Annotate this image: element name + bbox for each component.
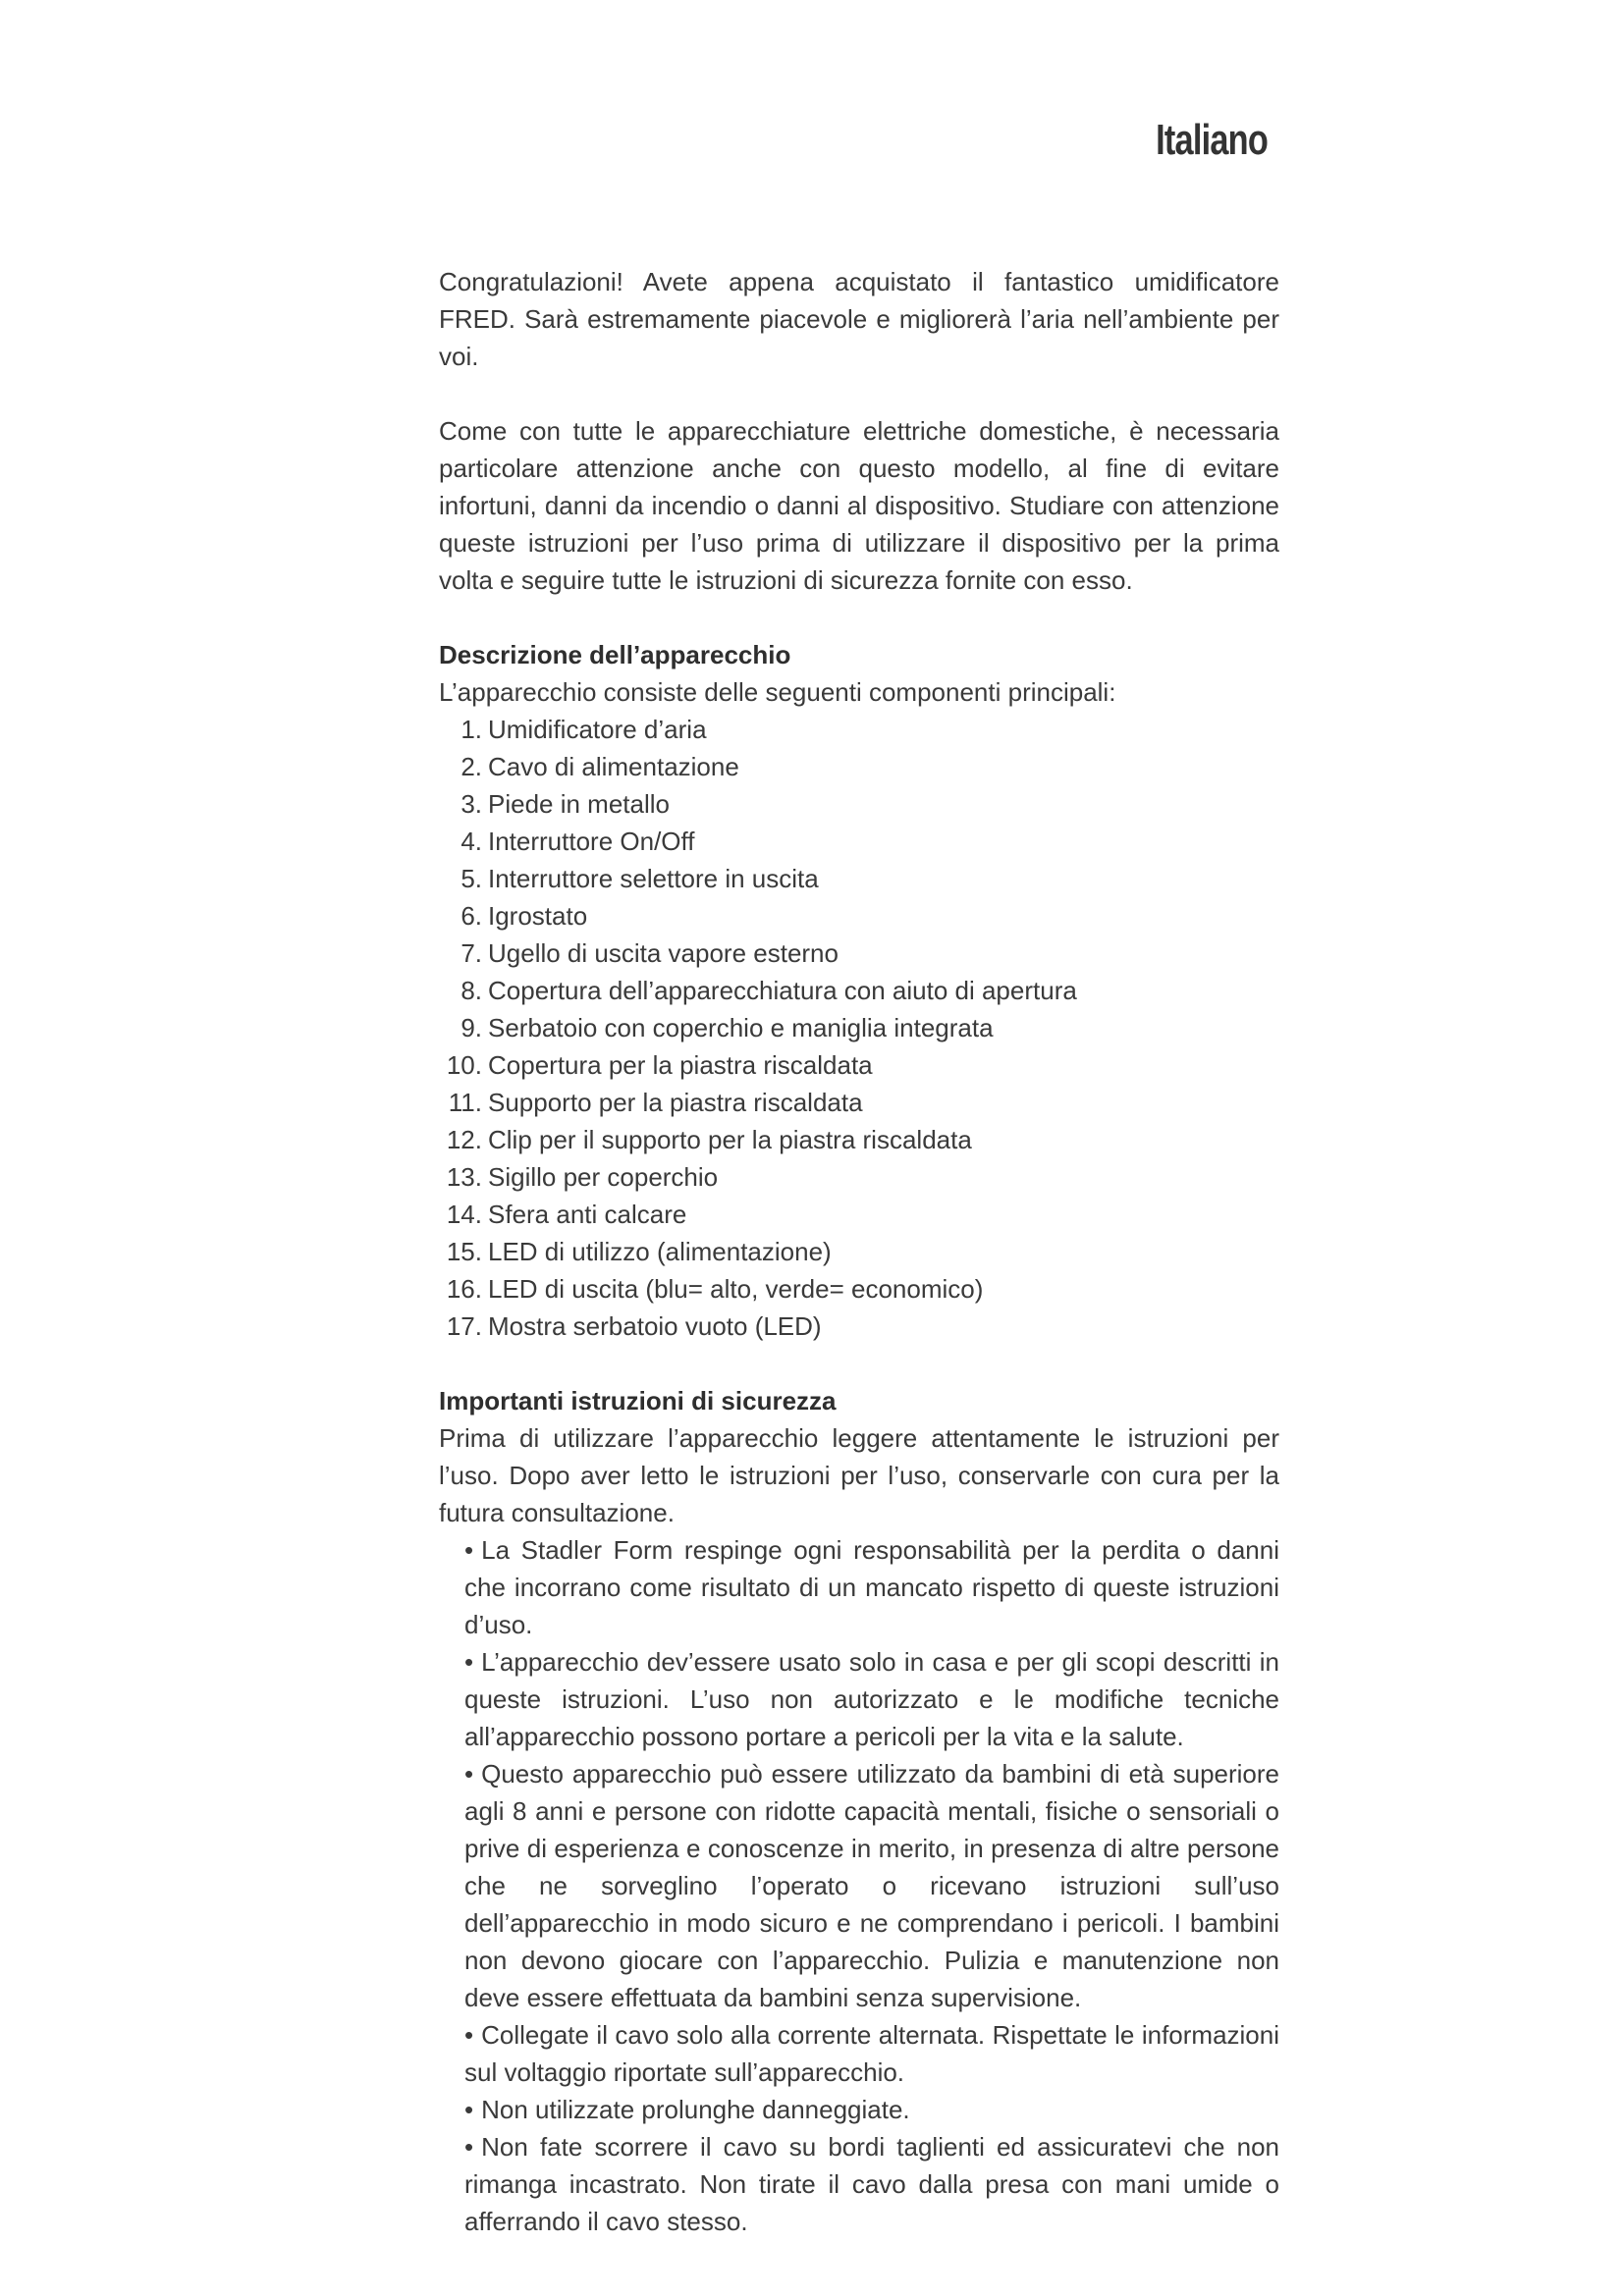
list-item — [439, 748, 1279, 785]
list-item-number: 13. — [446, 1162, 482, 1192]
list-item — [439, 1308, 1279, 1345]
bullet-icon: • — [464, 2020, 474, 2050]
appliance-description-section — [439, 636, 1279, 1345]
language-title: Italiano — [1156, 116, 1268, 164]
list-item-text: Igrostato — [488, 901, 588, 931]
list-item — [439, 860, 1279, 897]
list-item-number: 4. — [460, 827, 482, 856]
safety-bullet-text: Non utilizzate prolunghe danneggiate. — [481, 2095, 910, 2124]
safety-intro: Prima di utilizzare l’apparecchio leggere attentamente le istruzioni per l’uso. Dopo aver letto le istruzioni per l’uso, conservarle con cura per la futura consultazione. — [439, 1423, 1279, 1527]
list-item — [439, 1009, 1279, 1046]
bullet-icon: • — [464, 1759, 474, 1789]
list-item-number: 8. — [460, 976, 482, 1005]
list-item — [439, 1233, 1279, 1270]
list-item — [439, 897, 1279, 934]
list-item — [439, 1121, 1279, 1158]
list-item-text: Supporto per la piastra riscaldata — [488, 1088, 863, 1117]
list-item — [439, 711, 1279, 748]
document-body — [439, 263, 1279, 2240]
list-item — [439, 972, 1279, 1009]
safety-bullet-item — [464, 2016, 1279, 2091]
list-item-text: Copertura dell’apparecchiatura con aiuto di apertura — [488, 976, 1077, 1005]
list-item-text: Sfera anti calcare — [488, 1200, 687, 1229]
list-item-text: Sigillo per coperchio — [488, 1162, 719, 1192]
list-item-number: 16. — [446, 1274, 482, 1304]
bullet-icon: • — [464, 2095, 474, 2124]
list-item-number: 5. — [460, 864, 482, 893]
list-item-number: 9. — [460, 1013, 482, 1042]
list-item-number: 17. — [446, 1311, 482, 1341]
list-item-text: Interruttore selettore in uscita — [488, 864, 819, 893]
safety-bullet-item — [464, 1755, 1279, 2016]
list-item — [439, 1158, 1279, 1196]
list-item-text: LED di uscita (blu= alto, verde= economico) — [488, 1274, 984, 1304]
list-item — [439, 1196, 1279, 1233]
list-item-text: Umidificatore d’aria — [488, 715, 707, 744]
section-heading-safety: Importanti istruzioni di sicurezza — [439, 1386, 837, 1415]
bullet-icon: • — [464, 1647, 474, 1677]
section-heading-description: Descrizione dell’apparecchio — [439, 640, 791, 669]
intro-paragraph-safety-note: Come con tutte le apparecchiature elettriche domestiche, è necessaria particolare attenzione anche con questo modello, al fine di evitare infortuni, danni da incendio o danni al dispositivo. Studiare con attenzione queste istruzioni per l’uso prima di utilizzare il dispositivo per la prima volta e seguire tutte le istruzioni di sicurezza fornite con esso. — [439, 416, 1279, 595]
list-item-text: Interruttore On/Off — [488, 827, 695, 856]
components-list — [439, 711, 1279, 1345]
safety-bullet-text: La Stadler Form respinge ogni responsabilità per la perdita o danni che incorrano come risultato di un mancato rispetto di queste istruzioni d’uso. — [464, 1535, 1279, 1639]
safety-bullet-text: Non fate scorrere il cavo su bordi taglienti ed assicuratevi che non rimanga incastrato. Non tirate il cavo dalla presa con mani umide o afferrando il cavo stesso. — [464, 2132, 1279, 2236]
list-item-number: 2. — [460, 752, 482, 781]
safety-bullet-item — [464, 2091, 1279, 2128]
list-item-text: LED di utilizzo (alimentazione) — [488, 1237, 832, 1266]
list-item-number: 1. — [460, 715, 482, 744]
safety-bullet-item — [464, 1643, 1279, 1755]
description-intro: L’apparecchio consiste delle seguenti componenti principali: — [439, 677, 1116, 707]
safety-list — [439, 1531, 1279, 2240]
list-item-text: Cavo di alimentazione — [488, 752, 739, 781]
safety-bullet-text: L’apparecchio dev’essere usato solo in casa e per gli scopi descritti in queste istruzioni. L’uso non autorizzato e le modifiche tecniche all’apparecchio possono portare a pericoli per la vita e la salute. — [464, 1647, 1279, 1751]
list-item-number: 6. — [460, 901, 482, 931]
list-item-text: Ugello di uscita vapore esterno — [488, 938, 839, 968]
intro-paragraph-congratulations: Congratulazioni! Avete appena acquistato il fantastico umidificatore FRED. Sarà estremamente piacevole e migliorerà l’aria nell’ambiente per voi. — [439, 267, 1279, 371]
safety-instructions-section — [439, 1382, 1279, 2240]
safety-bullet-item — [464, 2128, 1279, 2240]
list-item-number: 11. — [448, 1088, 482, 1117]
list-item — [439, 1084, 1279, 1121]
list-item-text: Copertura per la piastra riscaldata — [488, 1050, 873, 1080]
safety-bullet-item — [464, 1531, 1279, 1643]
list-item-number: 12. — [446, 1125, 482, 1154]
safety-bullet-text: Questo apparecchio può essere utilizzato da bambini di età superiore agli 8 anni e persone con ridotte capacità mentali, fisiche o sensoriali o prive di esperienza e conoscenze in merito, in presenza di altre persone che ne sorveglino l’operato o ricevano istruzioni sull’uso dell’apparecchio in modo sicuro e ne comprendano i pericoli. I bambini non devono giocare con l’apparecchio. Pulizia e manutenzione non deve essere effettuata da bambini senza supervisione. — [464, 1759, 1279, 2012]
list-item-text: Clip per il supporto per la piastra riscaldata — [488, 1125, 972, 1154]
list-item-number: 15. — [446, 1237, 482, 1266]
list-item-number: 14. — [446, 1200, 482, 1229]
bullet-icon: • — [464, 2132, 474, 2162]
bullet-icon: • — [464, 1535, 474, 1565]
list-item — [439, 934, 1279, 972]
list-item — [439, 823, 1279, 860]
list-item — [439, 785, 1279, 823]
list-item-number: 3. — [460, 789, 482, 819]
list-item-text: Piede in metallo — [488, 789, 670, 819]
list-item-number: 7. — [460, 938, 482, 968]
list-item-text: Serbatoio con coperchio e maniglia integrata — [488, 1013, 994, 1042]
list-item-number: 10. — [446, 1050, 482, 1080]
list-item-text: Mostra serbatoio vuoto (LED) — [488, 1311, 822, 1341]
list-item — [439, 1046, 1279, 1084]
list-item — [439, 1270, 1279, 1308]
safety-bullet-text: Collegate il cavo solo alla corrente alternata. Rispettate le informazioni sul voltaggio riportate sull’apparecchio. — [464, 2020, 1279, 2087]
